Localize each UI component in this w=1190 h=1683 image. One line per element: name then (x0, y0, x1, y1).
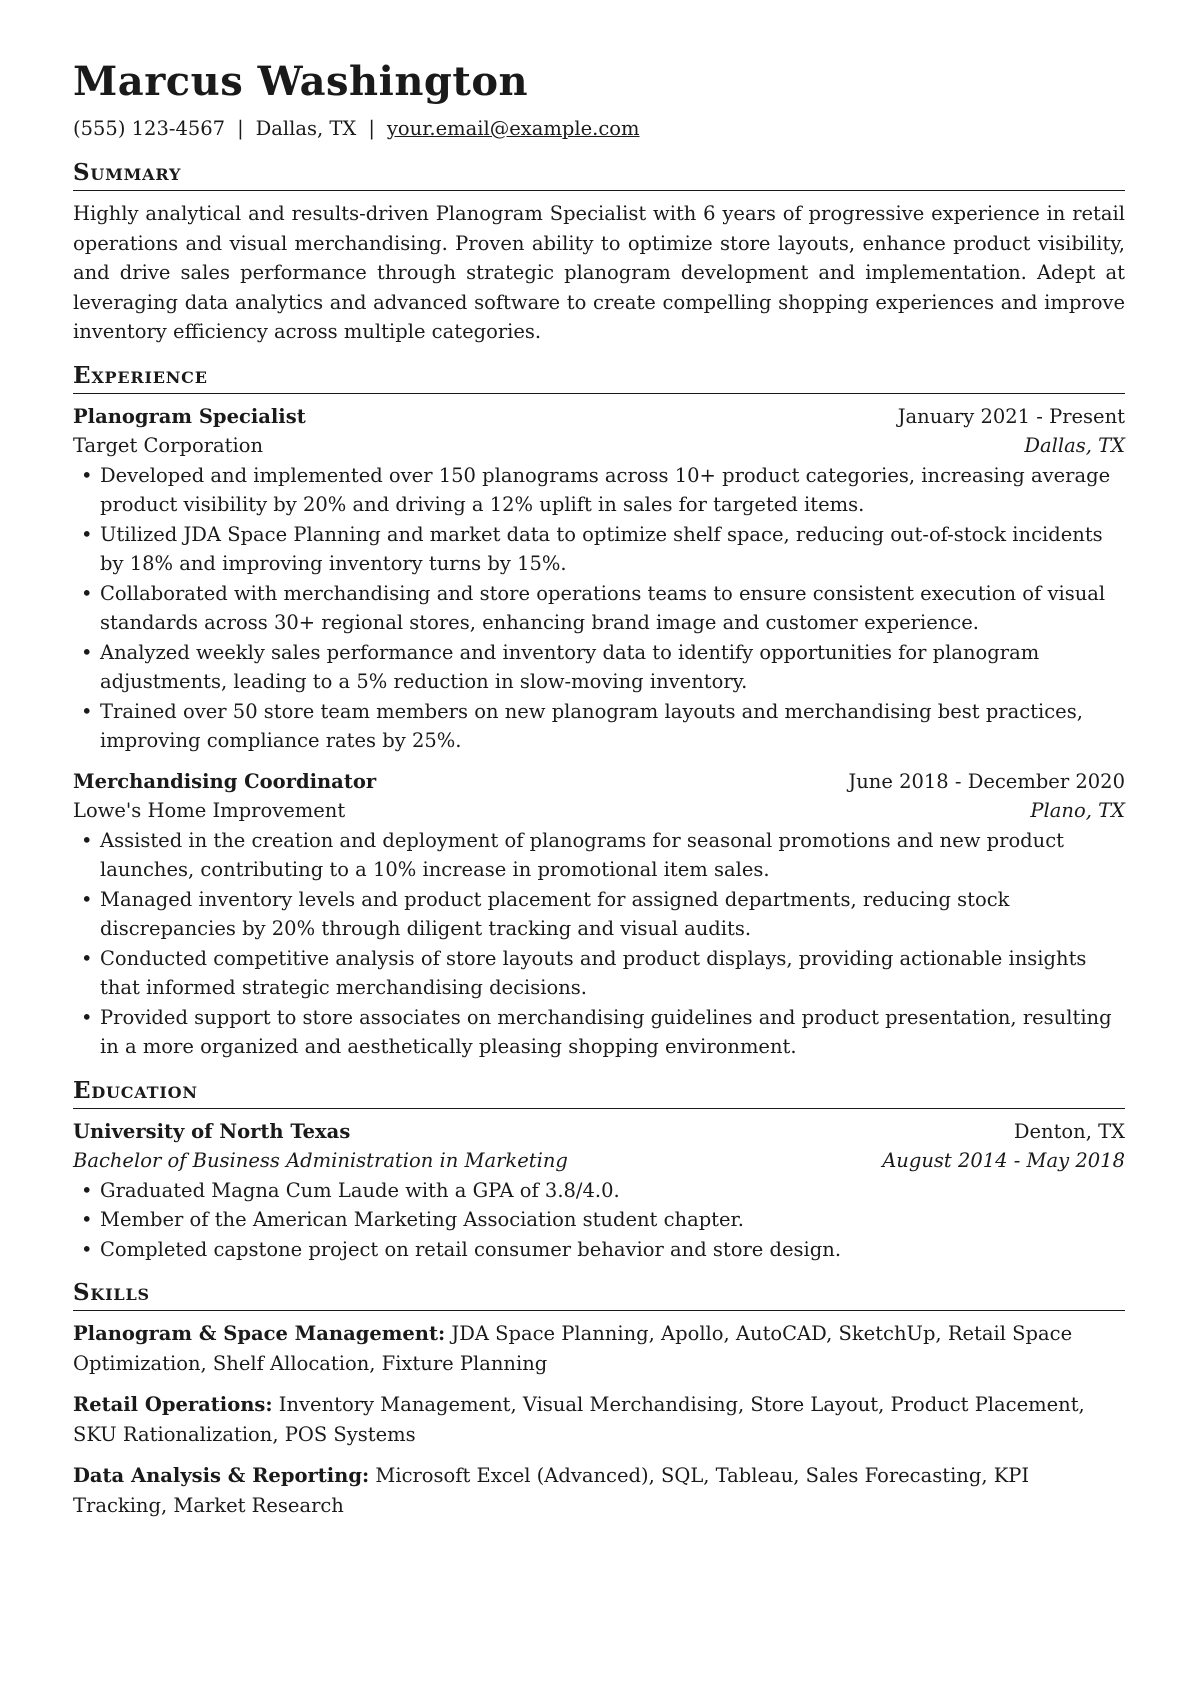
degree-name: Bachelor of Business Administration in Marketing (73, 1149, 568, 1172)
skill-group (73, 1461, 1125, 1520)
education-dates: August 2014 - May 2018 (882, 1149, 1125, 1172)
email-link[interactable]: your.email@example.com (386, 117, 640, 140)
job-location: Dallas, TX (1024, 434, 1125, 457)
job-dates: January 2021 - Present (897, 404, 1125, 428)
job-location: Plano, TX (1030, 799, 1125, 822)
bullet-item: • Graduated Magna Cum Laude with a GPA of 3.8/4.0. (73, 1176, 1125, 1206)
job-title: Merchandising Coordinator (73, 769, 377, 793)
candidate-name: Marcus Washington (73, 58, 529, 105)
contact-separator: | (368, 117, 375, 140)
skill-group-label: Data Analysis & Reporting: (73, 1464, 370, 1487)
skill-group-items: JDA Space Planning, Apollo, AutoCAD, SketchUp, Retail Space Optimization, Shelf Allocation, Fixture Planning (73, 1322, 1073, 1375)
skill-group-items: Inventory Management, Visual Merchandising, Store Layout, Product Placement, SKU Rationalization, POS Systems (73, 1393, 1085, 1446)
company-name: Target Corporation (73, 434, 264, 457)
resume-page (73, 58, 1125, 1520)
section-title-summary: Summary (73, 158, 1125, 191)
bullet-item: • Trained over 50 store team members on new planogram layouts and merchandising best practices, improving compliance rates by 25%. (73, 697, 1125, 756)
job-title: Planogram Specialist (73, 404, 306, 428)
job-bullets (73, 461, 1125, 756)
job-bullets (73, 826, 1125, 1062)
company-name: Lowe's Home Improvement (73, 799, 346, 822)
bullet-item: • Assisted in the creation and deployment of planograms for seasonal promotions and new product launches, contributing to a 10% increase in promotional item sales. (73, 826, 1125, 885)
skill-group-label: Retail Operations: (73, 1393, 273, 1416)
section-title-experience: Experience (73, 361, 1125, 394)
bullet-item: • Conducted competitive analysis of store layouts and product displays, providing actionable insights that informed strategic merchandising decisions. (73, 944, 1125, 1003)
section-title-skills: Skills (73, 1278, 1125, 1311)
job-dates: June 2018 - December 2020 (848, 769, 1125, 793)
summary-text: Highly analytical and results-driven Planogram Specialist with 6 years of progressive experience in retail operations and visual merchandising. Proven ability to optimize store layouts, enhance product visibility, and drive sales performance through strategic planogram development and implementation. Adept at leveraging data analytics and advanced software to create compelling shopping experiences and improve inventory efficiency across multiple categories. (73, 202, 1125, 343)
section-title-education: Education (73, 1076, 1125, 1109)
bullet-item: • Analyzed weekly sales performance and inventory data to identify opportunities for planogram adjustments, leading to a 5% reduction in slow-moving inventory. (73, 638, 1125, 697)
phone-number: (555) 123-4567 (73, 117, 226, 140)
skill-group-label: Planogram & Space Management: (73, 1322, 446, 1345)
education-bullets (73, 1176, 1125, 1265)
bullet-item: • Managed inventory levels and product placement for assigned departments, reducing stock discrepancies by 20% through diligent tracking and visual audits. (73, 885, 1125, 944)
education-entry (73, 1117, 1125, 1265)
skill-group-items: Microsoft Excel (Advanced), SQL, Tableau, Sales Forecasting, KPI Tracking, Market Research (73, 1464, 1030, 1517)
school-location: Denton, TX (1013, 1119, 1125, 1143)
bullet-item: • Completed capstone project on retail consumer behavior and store design. (73, 1235, 1125, 1265)
bullet-item: • Member of the American Marketing Association student chapter. (73, 1205, 1125, 1235)
skill-group (73, 1390, 1125, 1449)
bullet-item: • Provided support to store associates on merchandising guidelines and product presentation, resulting in a more organized and aesthetically pleasing shopping environment. (73, 1003, 1125, 1062)
bullet-item: • Utilized JDA Space Planning and market data to optimize shelf space, reducing out-of-stock incidents by 18% and improving inventory turns by 15%. (73, 520, 1125, 579)
contact-line (73, 116, 1125, 142)
skill-group (73, 1319, 1125, 1378)
school-name: University of North Texas (73, 1119, 351, 1143)
job-entry (73, 767, 1125, 1062)
home-location: Dallas, TX (255, 117, 357, 140)
bullet-item: • Developed and implemented over 150 planograms across 10+ product categories, increasing average product visibility by 20% and driving a 12% uplift in sales for targeted items. (73, 461, 1125, 520)
job-entry (73, 402, 1125, 756)
contact-separator: | (237, 117, 244, 140)
bullet-item: • Collaborated with merchandising and store operations teams to ensure consistent execution of visual standards across 30+ regional stores, enhancing brand image and customer experience. (73, 579, 1125, 638)
